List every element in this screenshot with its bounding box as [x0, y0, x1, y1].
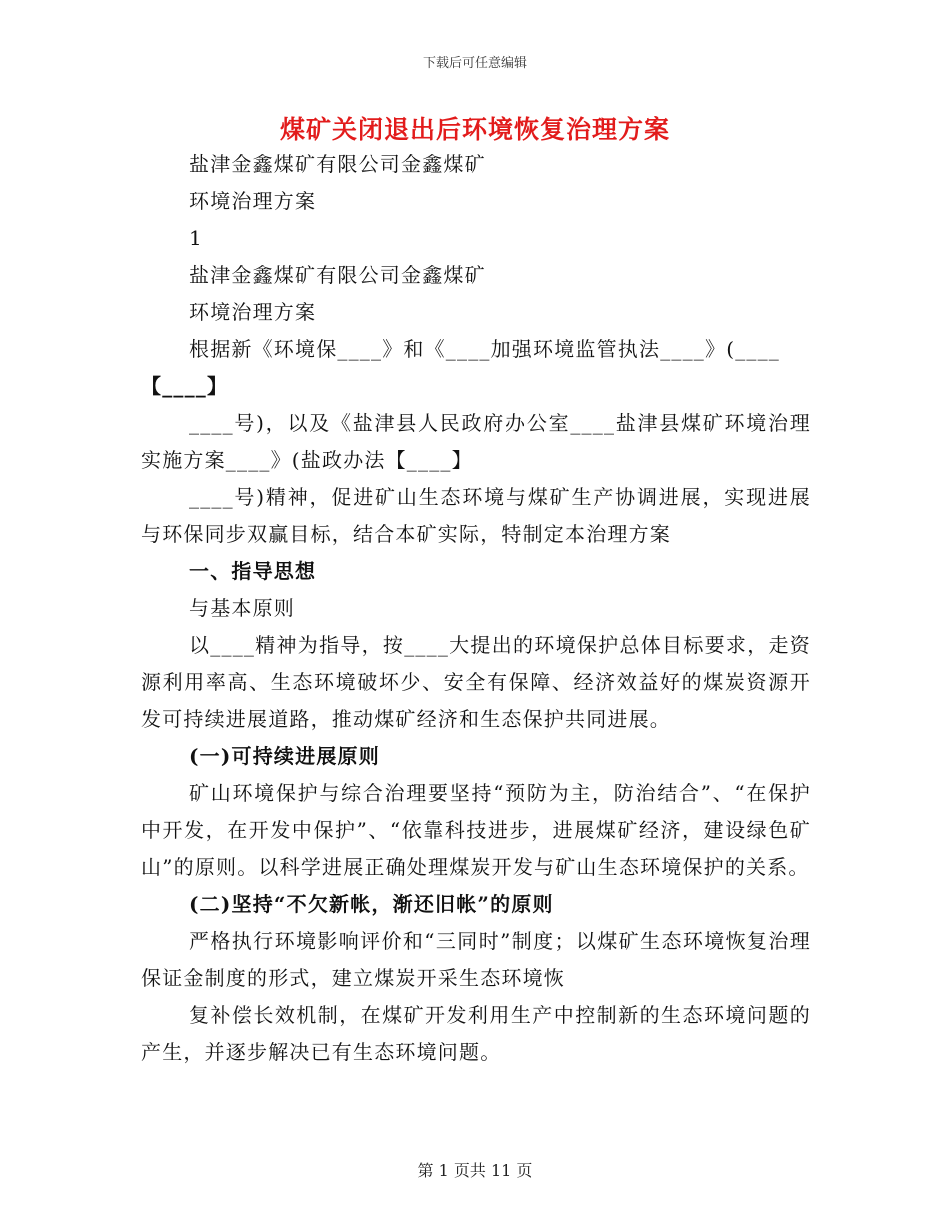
paragraph: 与基本原则 [189, 596, 295, 620]
paragraph: 环境治理方案 [189, 189, 317, 213]
paragraph: ____号)，以及《盐津县人民政府办公室____盐津县煤矿环境治理实施方案____》(盐政办法【____】 [141, 411, 811, 472]
section-heading: 一、指导思想 [189, 559, 317, 583]
paragraph: 环境治理方案 [189, 300, 317, 324]
document-title: 煤矿关闭退出后环境恢复治理方案 [279, 115, 670, 144]
paragraph: 以____精神为指导，按____大提出的环境保护总体目标要求，走资源利用率高、生态环境破坏少、安全有保障、经济效益好的煤炭资源开发可持续进展道路，推动煤矿经济和生态保护共同进展。 [141, 633, 811, 731]
paragraph: 根据新《环境保____》和《____加强环境监管执法____》(____ [189, 337, 781, 361]
header-note: 下载后可任意编辑 [422, 56, 527, 71]
paragraph: ____号)精神，促进矿山生态环境与煤矿生产协调进展，实现进展与环保同步双赢目标，结合本矿实际，特制定本治理方案 [141, 485, 811, 546]
paragraph: 盐津金鑫煤矿有限公司金鑫煤矿 [189, 152, 486, 176]
paragraph: 复补偿长效机制，在煤矿开发利用生产中控制新的生态环境问题的产生，并逐步解决已有生态环境问题。 [141, 1003, 811, 1064]
subsection-heading: (一)可持续进展原则 [189, 744, 380, 768]
subsection-heading: (二)坚持“不欠新帐，渐还旧帐”的原则 [189, 892, 554, 916]
page-footer: 第 1 页共 11 页 [417, 1161, 533, 1180]
paragraph: 严格执行环境影响评价和“三同时”制度；以煤矿生态环境恢复治理保证金制度的形式，建立煤炭开采生态环境恢 [141, 929, 811, 990]
paragraph: 盐津金鑫煤矿有限公司金鑫煤矿 [189, 263, 486, 287]
paragraph: 【____】 [141, 374, 229, 398]
paragraph: 1 [189, 226, 203, 250]
paragraph: 矿山环境保护与综合治理要坚持“预防为主，防治结合”、“在保护中开发，在开发中保护”、“依靠科技进步，进展煤矿经济，建设绿色矿山”的原则。以科学进展正确处理煤炭开发与矿山生态环境保护的关系。 [141, 781, 811, 879]
document-body [141, 146, 811, 1071]
